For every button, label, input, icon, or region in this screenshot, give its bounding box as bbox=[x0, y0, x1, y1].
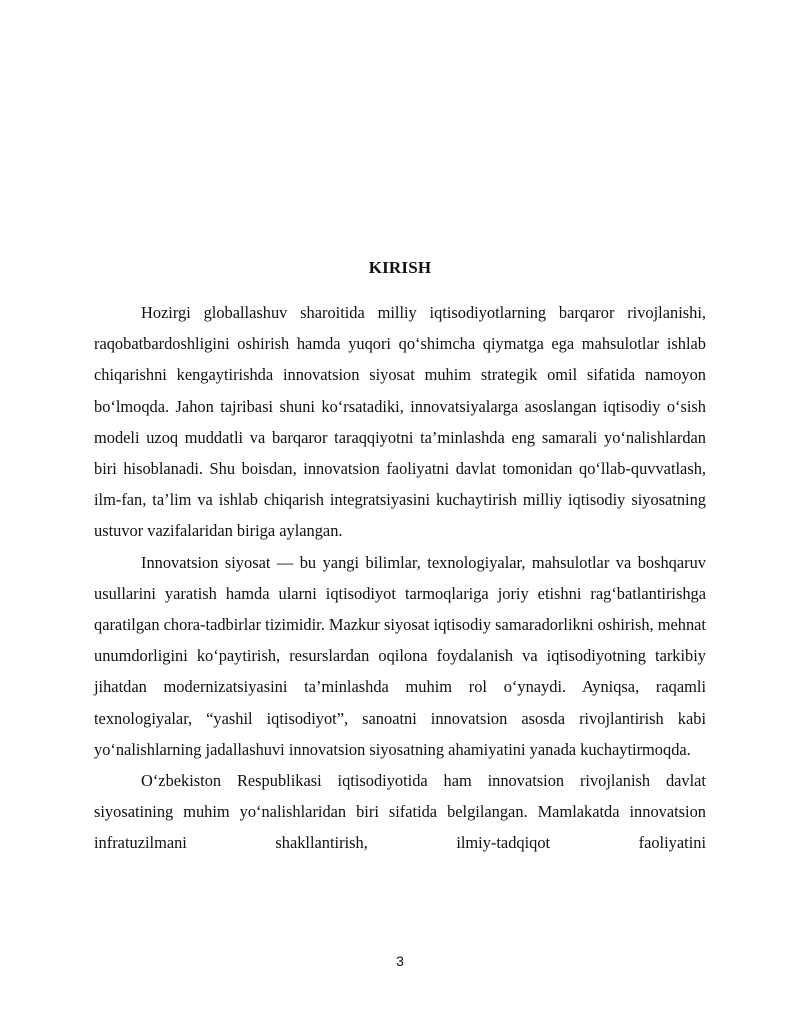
body-text bbox=[94, 297, 706, 859]
page-number: 3 bbox=[396, 953, 404, 969]
section-heading: KIRISH bbox=[368, 258, 432, 277]
paragraph-3: O‘zbekiston Respublikasi iqtisodiyotida ham innovatsion rivojlanish davlat siyosatining muhim yo‘nalishlaridan biri sifatida belgilangan. Mamlakatda innovatsion infratuzilmani shakllantirish, ilmiy-tadqiqot faoliyatini bbox=[94, 771, 706, 853]
paragraph-2: Innovatsion siyosat — bu yangi bilimlar, texnologiyalar, mahsulotlar va boshqaruv usullarini yaratish hamda ularni iqtisodiyot tarmoqlariga joriy etishni rag‘batlantirishga qaratilgan chora-tadbirlar tizimidir. Mazkur siyosat iqtisodiy samaradorlikni oshirish, mehnat unumdorligini ko‘paytirish, resurslardan oqilona foydalanish va iqtisodiyotning tarkibiy jihatdan modernizatsiyasini ta’minlashda muhim rol o‘ynaydi. Ayniqsa, raqamli texnologiyalar, “yashil iqtisodiyot”, sanoatni innovatsion asosda rivojlantirish kabi yo‘nalishlarning jadallashuvi innovatsion siyosatning ahamiyatini yanada kuchaytirmoqda. bbox=[94, 552, 706, 759]
paragraph-1: Hozirgi globallashuv sharoitida milliy iqtisodiyotlarning barqaror rivojlanishi, raqobatbardoshligini oshirish hamda yuqori qo‘shimcha qiymatga ega mahsulotlar ishlab chiqarishni kengaytirishda innovatsion siyosat muhim strategik omil sifatida namoyon bo‘lmoqda. Jahon tajribasi shuni ko‘rsatadiki, innovatsiyalarga asoslangan iqtisodiy o‘sish modeli uzoq muddatli va barqaror taraqqiyotni ta’minlashda eng samarali yo‘nalishlardan biri hisoblanadi. Shu boisdan, innovatsion faoliyatni davlat tomonidan qo‘llab-quvvatlash, ilm-fan, ta’lim va ishlab chiqarish integratsiyasini kuchaytirish milliy iqtisodiy siyosatning ustuvor vazifalaridan biriga aylangan. bbox=[94, 303, 706, 541]
